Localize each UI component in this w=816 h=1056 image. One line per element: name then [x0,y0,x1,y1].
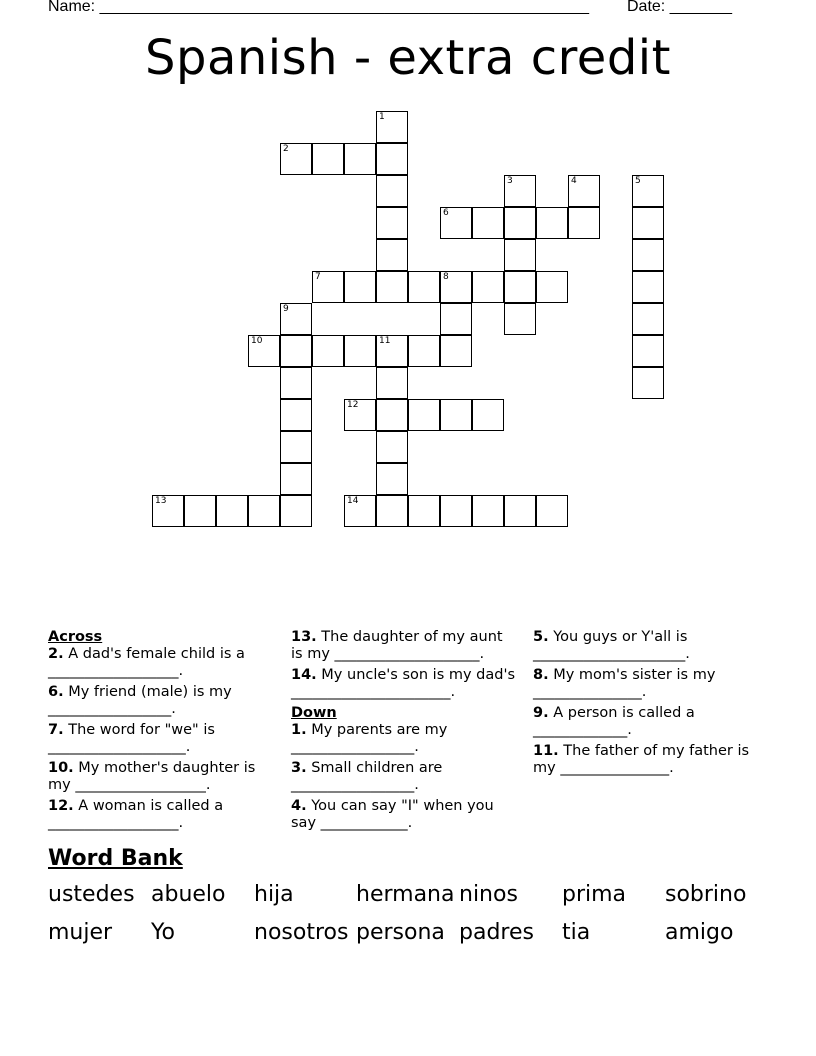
grid-cell[interactable] [632,335,664,367]
clue-number: 5 [635,176,641,186]
grid-cell[interactable] [536,495,568,527]
word-bank-word: ustedes [48,882,135,907]
grid-cell[interactable] [280,143,312,175]
grid-cell[interactable] [632,207,664,239]
word-bank-word: hija [254,882,294,907]
clue-down-5: 5. You guys or Y'all is _____________________. [533,629,690,662]
clue-number: 1 [379,112,385,122]
clue-number: 10 [251,336,263,346]
word-bank-word: prima [562,882,627,907]
clue-number: 3 [507,176,513,186]
date-blank: _______ [669,0,732,15]
clue-column-1 [48,629,274,836]
clue-number: 8 [443,272,449,282]
word-bank-word: sobrino [665,882,747,907]
grid-cell[interactable] [504,495,536,527]
grid-cell[interactable] [504,207,536,239]
grid-cell[interactable] [344,495,376,527]
clue-number: 11 [379,336,391,346]
grid-cell[interactable] [280,495,312,527]
date-label: Date: [627,0,670,15]
clue-number: 12 [347,400,359,410]
grid-cell[interactable] [632,239,664,271]
grid-cell[interactable] [376,207,408,239]
clue-across-12: 12. A woman is called a __________________. [48,798,224,831]
grid-cell[interactable] [408,495,440,527]
grid-cell[interactable] [376,335,408,367]
clue-number: 2 [283,144,289,154]
grid-cell[interactable] [568,207,600,239]
clue-number: 14 [347,496,359,506]
clue-down-1: 1. My parents are my _________________. [291,722,448,755]
grid-cell[interactable] [632,367,664,399]
grid-cell[interactable] [376,239,408,271]
clue-across-6: 6. My friend (male) is my _________________. [48,684,232,717]
grid-cell[interactable] [184,495,216,527]
clue-down-9: 9. A person is called a _____________. [533,705,695,738]
grid-cell[interactable] [248,495,280,527]
clue-down-8: 8. My mom's sister is my _______________. [533,667,716,700]
clue-number: 13 [155,496,167,506]
grid-cell[interactable] [280,335,312,367]
grid-cell[interactable] [504,271,536,303]
word-bank-word: mujer [48,920,113,945]
grid-cell[interactable] [504,175,536,207]
grid-cell[interactable] [440,207,472,239]
word-bank-word: amigo [665,920,734,945]
grid-cell[interactable] [344,271,376,303]
clue-across-10: 10. My mother's daughter is my __________________. [48,760,256,793]
grid-cell[interactable] [344,143,376,175]
grid-cell[interactable] [312,335,344,367]
grid-cell[interactable] [280,463,312,495]
grid-cell[interactable] [632,175,664,207]
grid-cell[interactable] [440,271,472,303]
grid-cell[interactable] [440,495,472,527]
grid-cell[interactable] [408,271,440,303]
grid-cell[interactable] [312,271,344,303]
grid-cell[interactable] [472,399,504,431]
grid-cell[interactable] [376,495,408,527]
grid-cell[interactable] [376,143,408,175]
grid-cell[interactable] [376,463,408,495]
clue-number: 9 [283,304,289,314]
word-bank-title: Word Bank [48,846,183,871]
grid-cell[interactable] [472,207,504,239]
grid-cell[interactable] [536,207,568,239]
clue-across-14: 14. My uncle's son is my dad's ______________________. [291,667,516,700]
grid-cell[interactable] [280,303,312,335]
clue-across-13: 13. The daughter of my aunt is my ____________________. [291,629,503,662]
grid-cell[interactable] [440,303,472,335]
grid-cell[interactable] [344,335,376,367]
down-heading: Down [291,705,337,721]
clue-down-11: 11. The father of my father is my _______________. [533,743,750,776]
grid-cell[interactable] [632,271,664,303]
grid-cell[interactable] [280,431,312,463]
grid-cell[interactable] [440,399,472,431]
grid-cell[interactable] [504,239,536,271]
grid-cell[interactable] [408,399,440,431]
grid-cell[interactable] [376,175,408,207]
name-blank: _______________________________________________________ [99,0,589,15]
word-bank-word: tia [562,920,591,945]
grid-cell[interactable] [376,111,408,143]
word-bank-word: persona [356,920,445,945]
grid-cell[interactable] [536,271,568,303]
grid-cell[interactable] [312,143,344,175]
clue-column-3 [533,629,759,781]
across-heading: Across [48,629,103,645]
clue-number: 4 [571,176,577,186]
clue-across-7: 7. The word for "we" is ___________________. [48,722,215,755]
clue-down-4: 4. You can say "I" when you say ____________. [291,798,494,831]
grid-cell[interactable] [632,303,664,335]
clue-number: 7 [315,272,321,282]
clue-column-2 [291,629,517,836]
grid-cell[interactable] [472,495,504,527]
word-bank-word: padres [459,920,534,945]
name-label: Name: [48,0,100,15]
word-bank-word: abuelo [151,882,226,907]
grid-cell[interactable] [152,495,184,527]
grid-cell[interactable] [568,175,600,207]
clue-across-2: 2. A dad's female child is a __________________. [48,646,245,679]
grid-cell[interactable] [376,399,408,431]
word-bank-word: nosotros [254,920,349,945]
clue-number: 6 [443,208,449,218]
grid-cell[interactable] [280,367,312,399]
grid-cell[interactable] [504,303,536,335]
clue-down-3: 3. Small children are _________________. [291,760,443,793]
grid-cell[interactable] [280,399,312,431]
grid-cell[interactable] [248,335,280,367]
grid-cell[interactable] [440,335,472,367]
word-bank-word: ninos [459,882,518,907]
grid-cell[interactable] [216,495,248,527]
grid-cell[interactable] [472,271,504,303]
word-bank-word: Yo [151,920,175,945]
word-bank-word: hermana [356,882,455,907]
grid-cell[interactable] [376,367,408,399]
grid-cell[interactable] [344,399,376,431]
page-title: Spanish - extra credit [145,30,671,86]
grid-cell[interactable] [376,431,408,463]
grid-cell[interactable] [376,271,408,303]
grid-cell[interactable] [408,335,440,367]
